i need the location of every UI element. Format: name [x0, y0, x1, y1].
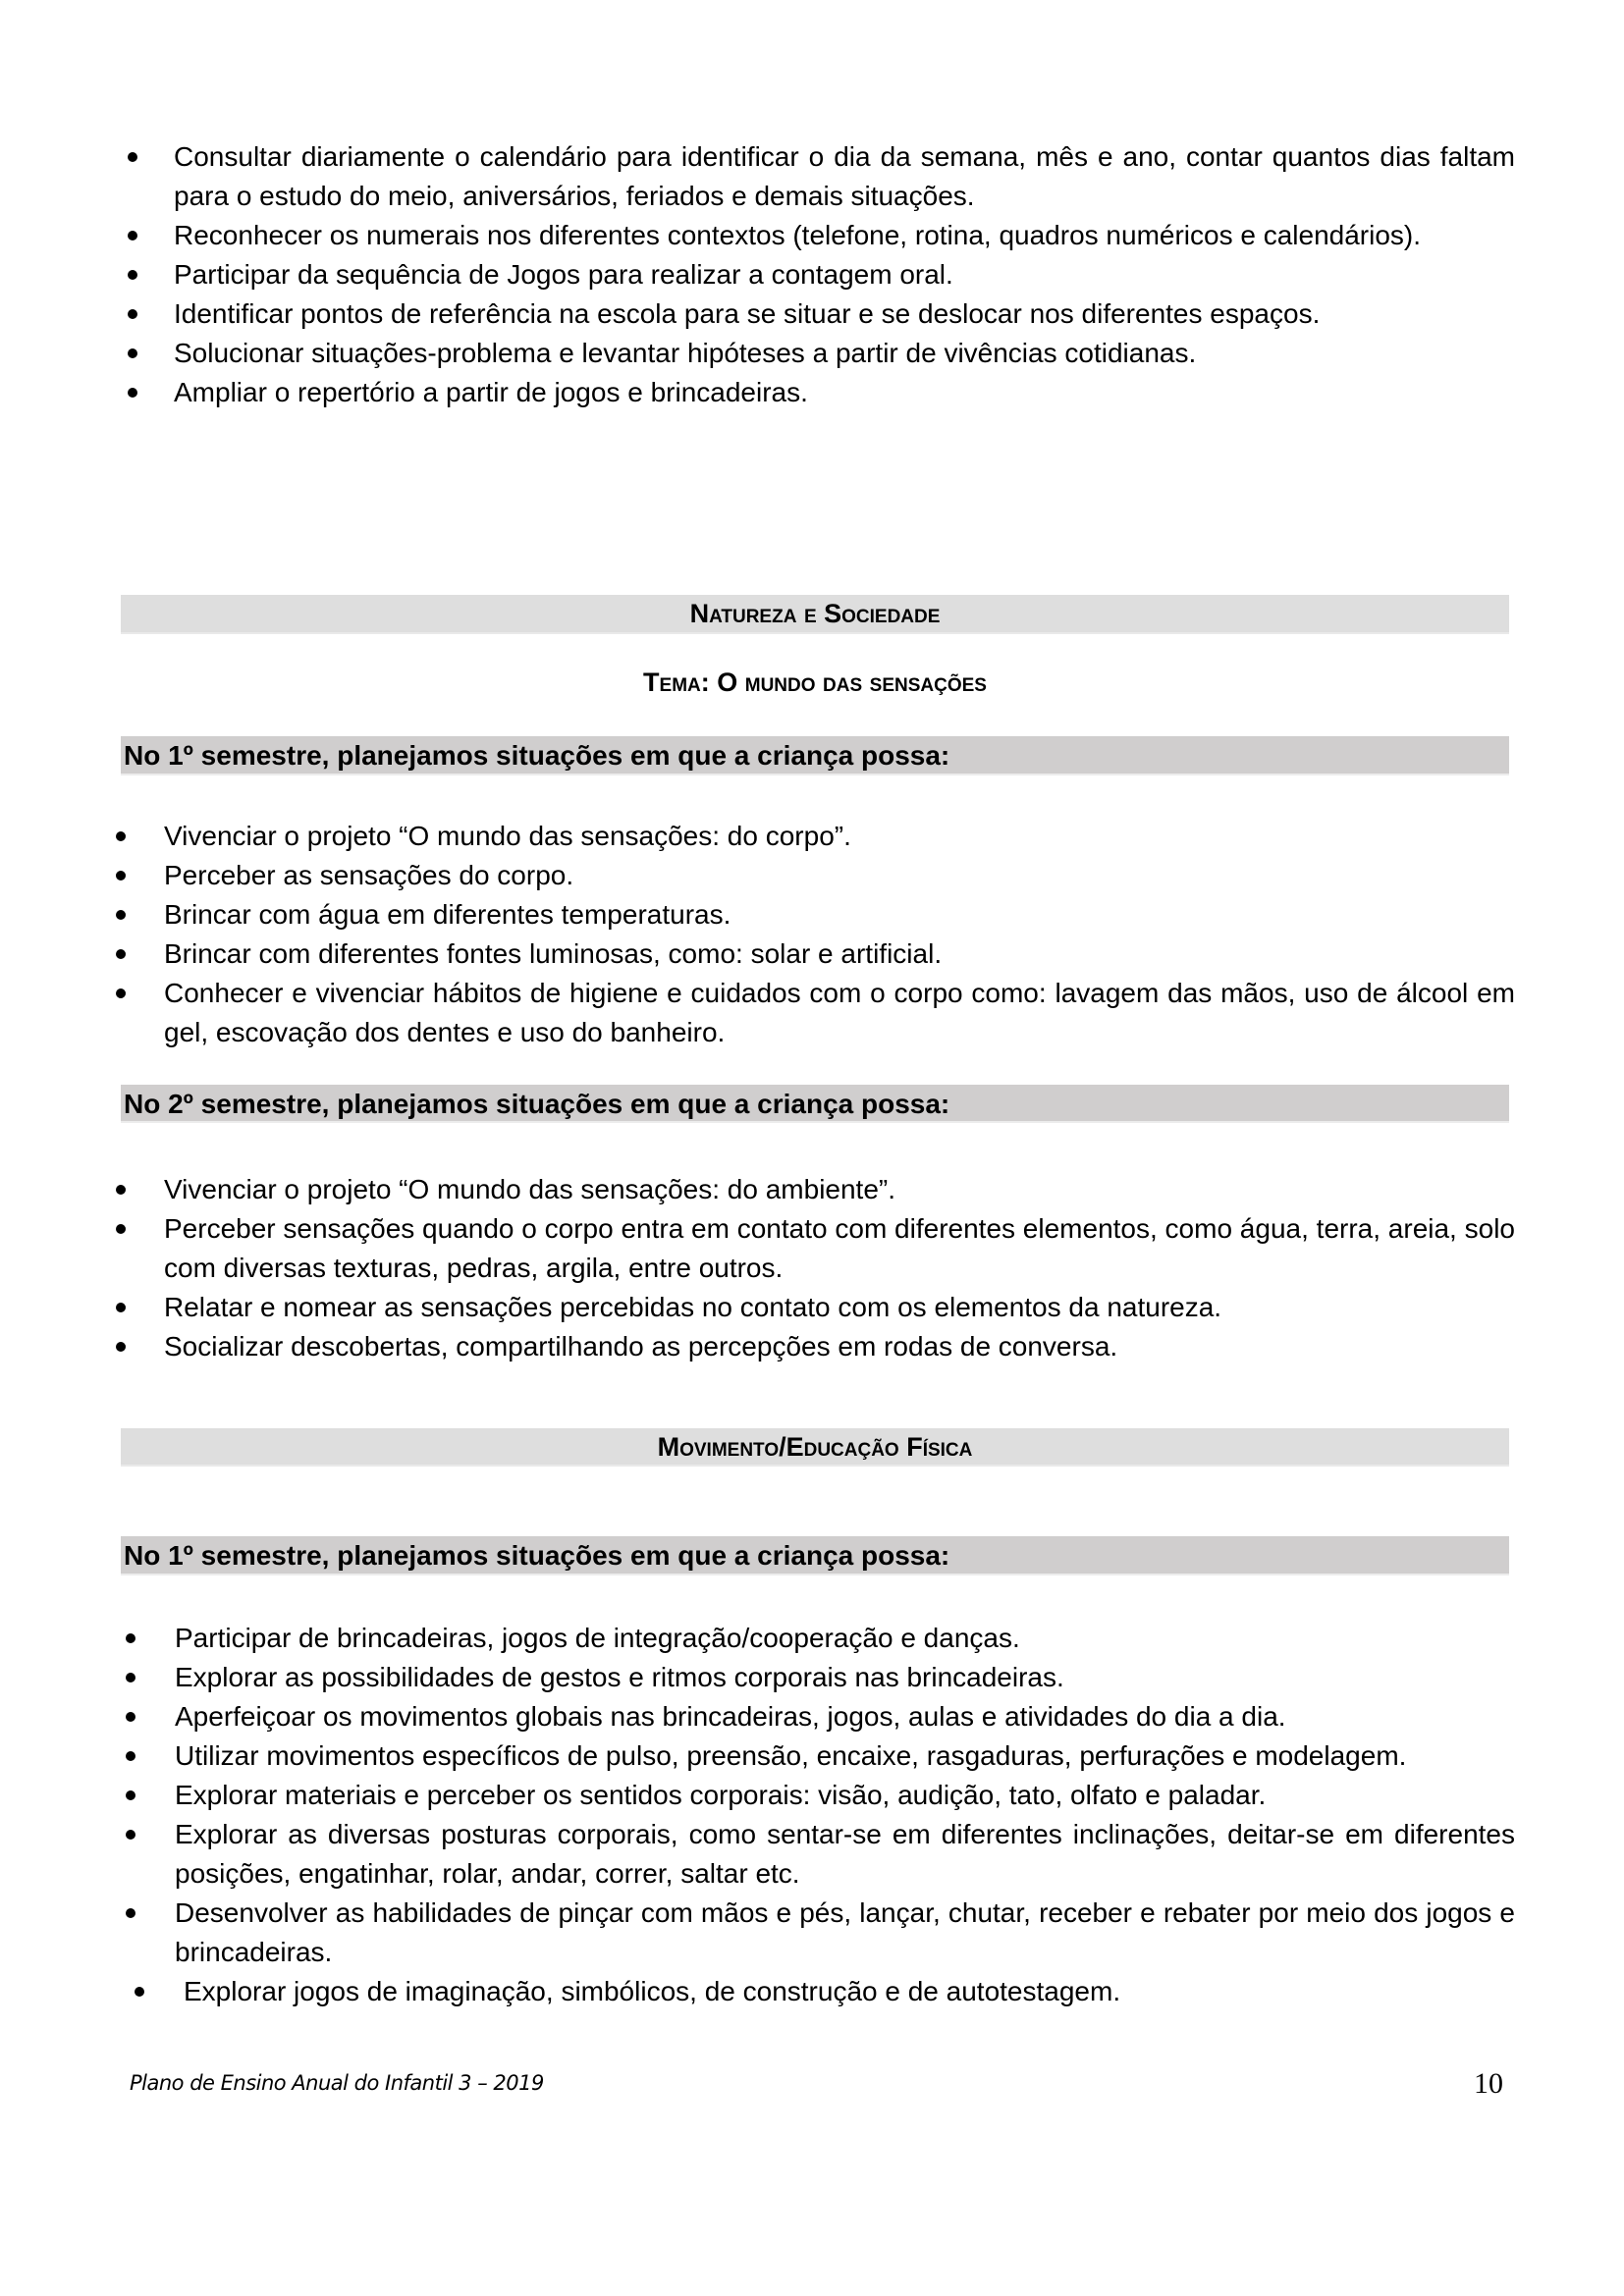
bullet-icon [116, 949, 126, 959]
bullet-icon [128, 348, 137, 358]
theme-heading: Tema: O mundo das sensações [643, 667, 987, 697]
bullet-icon [116, 1185, 126, 1195]
bullet-icon [126, 1908, 135, 1918]
bullet-icon [116, 871, 126, 881]
bullet-icon [126, 1790, 135, 1800]
list-item: Consultar diariamente o calendário para identificar o dia da semana, mês e ano, contar quantos dias faltam para o estudo do meio, aniversários, feriados e demais situações. [174, 137, 1515, 216]
list-item: Ampliar o repertório a partir de jogos e brincadeiras. [174, 373, 1515, 412]
semester-heading-1-natureza [121, 736, 1509, 775]
list-item: Perceber sensações quando o corpo entra em contato com diferentes elementos, como água, terra, areia, solo com diversas texturas, pedras, argila, entre outros. [164, 1209, 1515, 1288]
bullet-icon [126, 1830, 135, 1840]
semester-heading-2-natureza [121, 1085, 1509, 1123]
semester-heading-text: No 2º semestre, planejamos situações em que a criança possa: [124, 1089, 950, 1119]
math-objectives-list [174, 137, 1515, 412]
bullet-icon [128, 231, 137, 240]
section-header-movimento [121, 1428, 1509, 1467]
math-continuation-section [0, 137, 1624, 412]
movimento-semester1-list [175, 1619, 1515, 2011]
semester-heading-text: No 1º semestre, planejamos situações em que a criança possa: [124, 1540, 950, 1571]
bullet-icon [126, 1751, 135, 1761]
natureza-semester2-section [0, 1170, 1624, 1366]
section-title: Movimento/Educação Física [657, 1432, 973, 1462]
list-item: Explorar jogos de imaginação, simbólicos, de construção e de autotestagem. [175, 1972, 1515, 2011]
list-item: Explorar materiais e perceber os sentidos corporais: visão, audição, tato, olfato e paladar. [175, 1776, 1515, 1815]
list-item: Socializar descobertas, compartilhando as percepções em rodas de conversa. [164, 1327, 1515, 1366]
list-item: Identificar pontos de referência na escola para se situar e se deslocar nos diferentes espaços. [174, 294, 1515, 334]
section-header-natureza [121, 595, 1509, 634]
list-item: Participar de brincadeiras, jogos de integração/cooperação e danças. [175, 1619, 1515, 1658]
list-item: Desenvolver as habilidades de pinçar com mãos e pés, lançar, chutar, receber e rebater por meio dos jogos e brincadeiras. [175, 1894, 1515, 1972]
list-item: Explorar as diversas posturas corporais, como sentar-se em diferentes inclinações, deitar-se em diferentes posições, engatinhar, rolar, andar, correr, saltar etc. [175, 1815, 1515, 1894]
bullet-icon [128, 309, 137, 319]
bullet-icon [116, 1224, 126, 1234]
movimento-semester1-section [0, 1619, 1624, 2011]
list-item: Relatar e nomear as sensações percebidas no contato com os elementos da natureza. [164, 1288, 1515, 1327]
bullet-icon [116, 988, 126, 998]
list-item: Brincar com diferentes fontes luminosas, como: solar e artificial. [164, 934, 1515, 974]
semester-heading-text: No 1º semestre, planejamos situações em que a criança possa: [124, 740, 950, 771]
list-item: Reconhecer os numerais nos diferentes contextos (telefone, rotina, quadros numéricos e calendários). [174, 216, 1515, 255]
bullet-icon [135, 1987, 144, 1997]
list-item: Participar da sequência de Jogos para realizar a contagem oral. [174, 255, 1515, 294]
bullet-icon [116, 910, 126, 920]
natureza-semester2-list [164, 1170, 1515, 1366]
list-item: Explorar as possibilidades de gestos e ritmos corporais nas brincadeiras. [175, 1658, 1515, 1697]
list-item: Vivenciar o projeto “O mundo das sensações: do corpo”. [164, 817, 1515, 856]
bullet-icon [116, 1303, 126, 1312]
section-title: Natureza e Sociedade [689, 599, 941, 628]
page-number: 10 [1474, 2067, 1503, 2100]
footer-document-title: Plano de Ensino Anual do Infantil 3 – 2019 [130, 2071, 544, 2095]
bullet-icon [116, 1342, 126, 1352]
semester-heading-1-movimento [121, 1536, 1509, 1575]
list-item: Conhecer e vivenciar hábitos de higiene e cuidados com o corpo como: lavagem das mãos, uso de álcool em gel, escovação dos dentes e uso do banheiro. [164, 974, 1515, 1052]
list-item: Perceber as sensações do corpo. [164, 856, 1515, 895]
list-item: Solucionar situações-problema e levantar hipóteses a partir de vivências cotidianas. [174, 334, 1515, 373]
bullet-icon [128, 388, 137, 398]
bullet-icon [116, 831, 126, 841]
natureza-semester1-section [0, 817, 1624, 1052]
list-item: Brincar com água em diferentes temperaturas. [164, 895, 1515, 934]
natureza-semester1-list [164, 817, 1515, 1052]
list-item: Vivenciar o projeto “O mundo das sensações: do ambiente”. [164, 1170, 1515, 1209]
bullet-icon [128, 270, 137, 280]
bullet-icon [126, 1633, 135, 1643]
bullet-icon [126, 1673, 135, 1682]
bullet-icon [126, 1712, 135, 1722]
list-item: Utilizar movimentos específicos de pulso, preensão, encaixe, rasgaduras, perfurações e modelagem. [175, 1736, 1515, 1776]
list-item: Aperfeiçoar os movimentos globais nas brincadeiras, jogos, aulas e atividades do dia a dia. [175, 1697, 1515, 1736]
bullet-icon [128, 152, 137, 162]
